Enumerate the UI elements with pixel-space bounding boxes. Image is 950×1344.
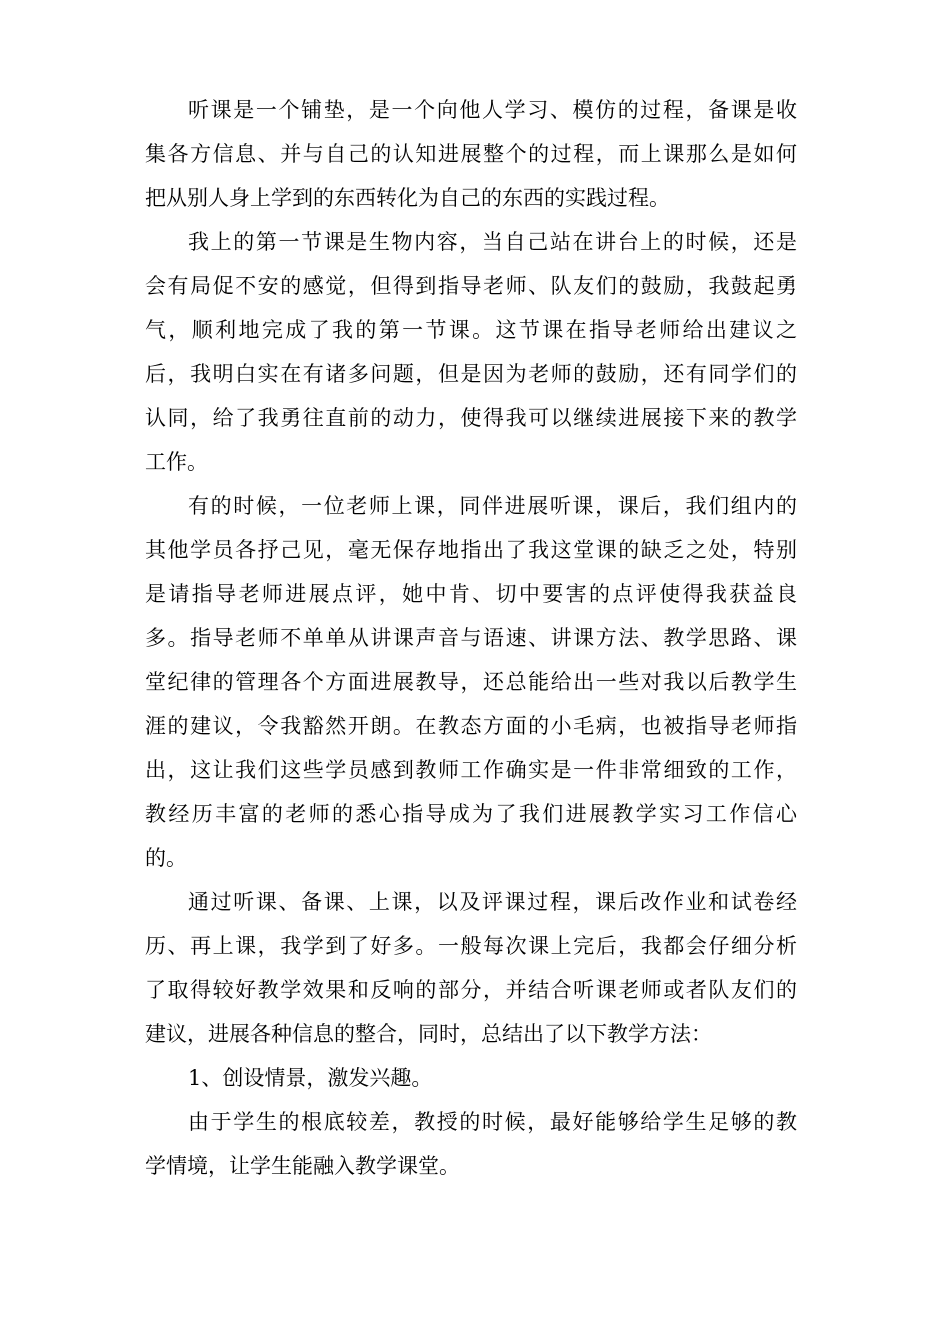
text-line: 出，这让我们这些学员感到教师工作确实是一件非常细致的工作， — [145, 758, 797, 782]
text-line: 多。指导老师不单单从讲课声音与语速、讲课方法、教学思路、课 — [145, 626, 797, 650]
text-line: 听课是一个铺垫，是一个向他人学习、模仿的过程，备课是收 — [188, 98, 797, 122]
text-line: 了取得较好教学效果和反响的部分，并结合听课老师或者队友们的 — [145, 978, 797, 1002]
paragraph-listening-preparing — [145, 88, 797, 220]
text-line: 通过听课、备课、上课，以及评课过程，课后改作业和试卷经 — [188, 890, 797, 914]
text-line: 集各方信息、并与自己的认知进展整个的过程，而上课那么是如何 — [145, 142, 797, 166]
document-page — [145, 88, 797, 1188]
text-line: 工作。 — [145, 450, 208, 474]
text-line: 堂纪律的管理各个方面进展教导，还总能给出一些对我以后教学生 — [145, 670, 797, 694]
text-line: 教经历丰富的老师的悉心指导成为了我们进展教学实习工作信心 — [145, 802, 797, 826]
text-line: 我上的第一节课是生物内容，当自己站在讲台上的时候，还是 — [188, 230, 797, 254]
text-line: 的。 — [145, 846, 187, 870]
text-line: 气，顺利地完成了我的第一节课。这节课在指导老师给出建议之 — [145, 318, 797, 342]
paragraph-teaching-methods — [145, 880, 797, 1056]
list-item-heading — [145, 1056, 797, 1100]
text-line: 认同，给了我勇往直前的动力，使得我可以继续进展接下来的教学 — [145, 406, 797, 430]
paragraph-peer-review — [145, 484, 797, 880]
text-line: 是请指导老师进展点评，她中肯、切中要害的点评使得我获益良 — [145, 582, 797, 606]
text-line: 历、再上课，我学到了好多。一般每次课上完后，我都会仔细分析 — [145, 934, 797, 958]
paragraph-first-lesson — [145, 220, 797, 484]
text-line: 1、创设情景，激发兴趣。 — [188, 1066, 433, 1090]
text-line: 会有局促不安的感觉，但得到指导老师、队友们的鼓励，我鼓起勇 — [145, 274, 797, 298]
text-line: 其他学员各抒己见，毫无保存地指出了我这堂课的缺乏之处，特别 — [145, 538, 797, 562]
text-line: 涯的建议，令我豁然开朗。在教态方面的小毛病，也被指导老师指 — [145, 714, 797, 738]
text-line: 由于学生的根底较差，教授的时候，最好能够给学生足够的教 — [188, 1110, 797, 1134]
text-line: 有的时候，一位老师上课，同伴进展听课，课后，我们组内的 — [188, 494, 797, 518]
text-line: 学情境，让学生能融入教学课堂。 — [145, 1154, 460, 1178]
text-line: 后，我明白实在有诸多问题，但是因为老师的鼓励，还有同学们的 — [145, 362, 797, 386]
text-line: 把从别人身上学到的东西转化为自己的东西的实践过程。 — [145, 186, 670, 210]
paragraph-situational-teaching — [145, 1100, 797, 1188]
text-line: 建议，进展各种信息的整合，同时，总结出了以下教学方法： — [145, 1022, 712, 1046]
